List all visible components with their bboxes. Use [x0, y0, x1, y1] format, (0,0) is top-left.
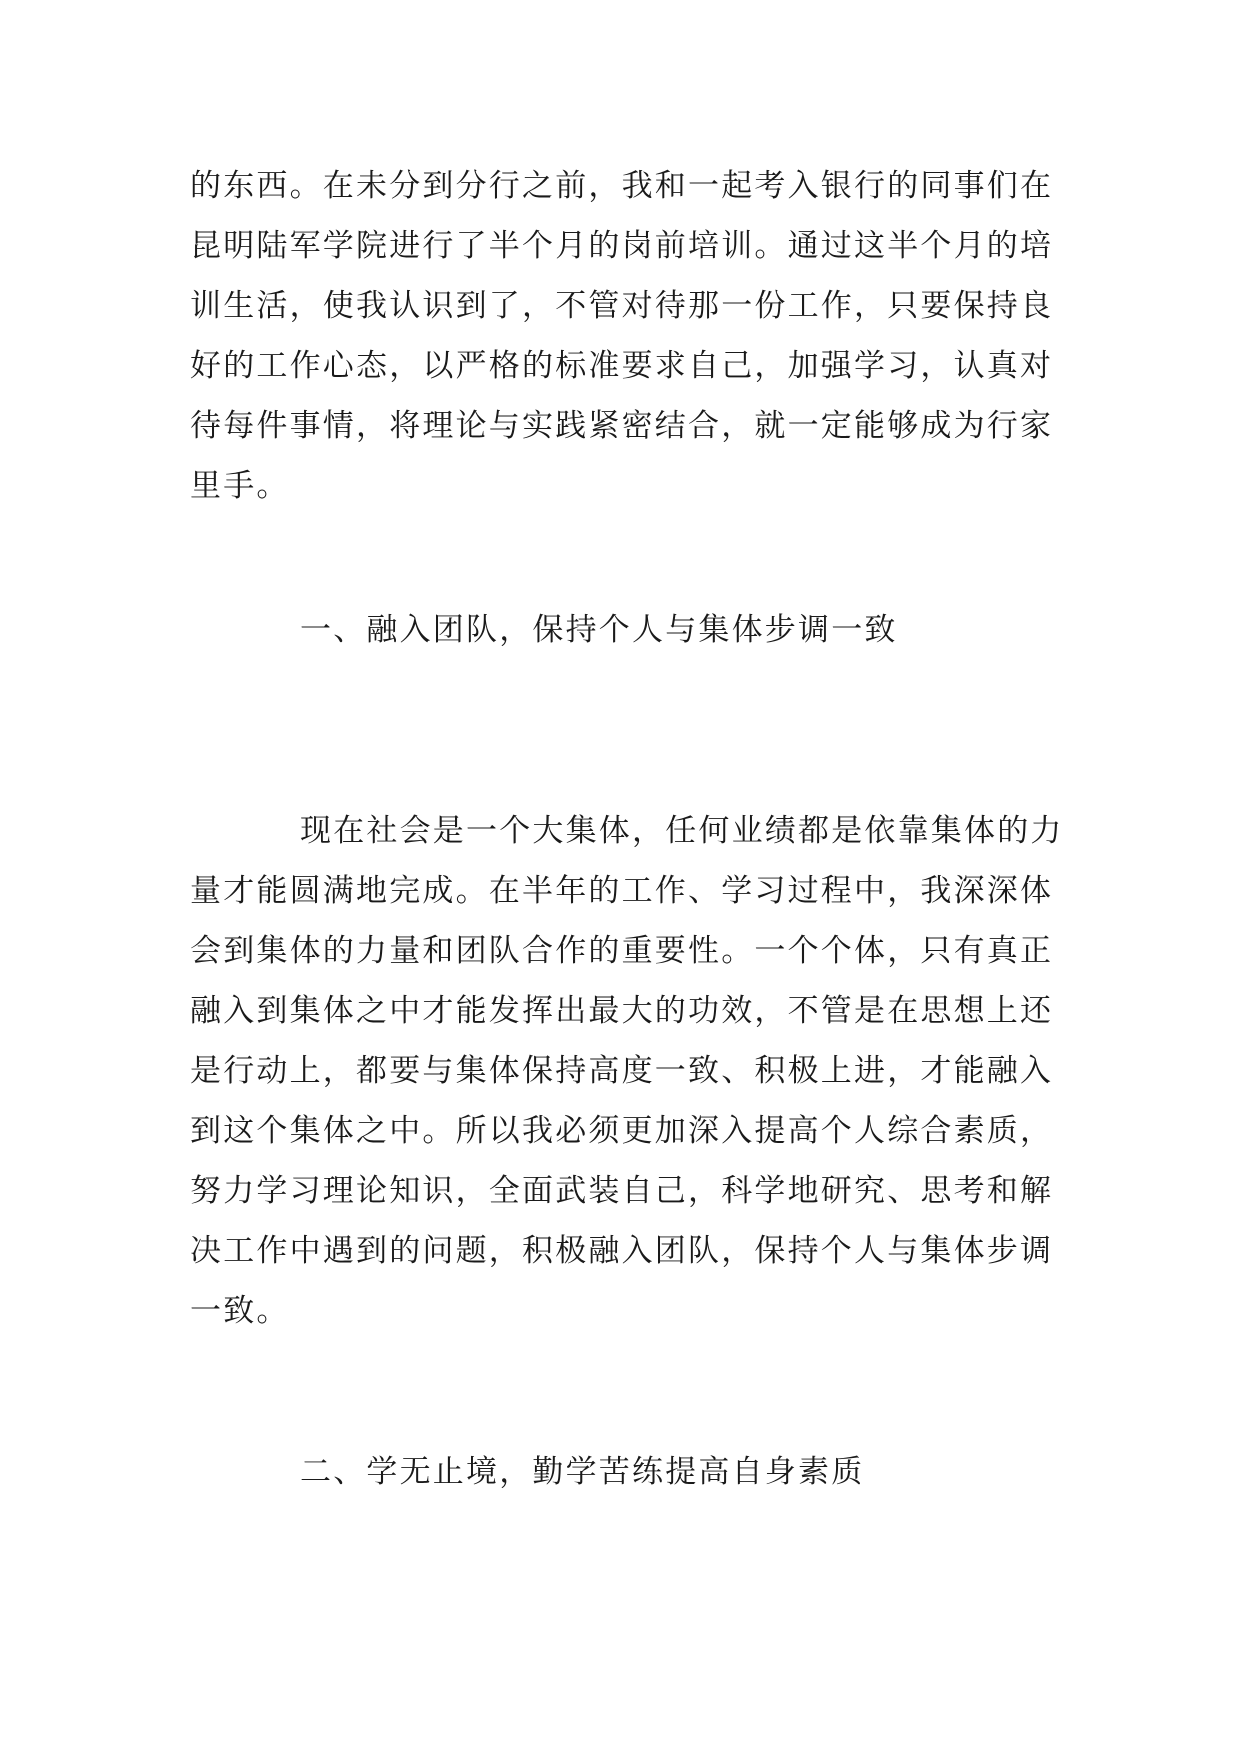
paragraph-line: 昆明陆军学院进行了半个月的岗前培训。通过这半个月的培: [190, 228, 1054, 264]
paragraph-line: 融入到集体之中才能发挥出最大的功效，不管是在思想上还: [190, 993, 1054, 1029]
paragraph-line: 决工作中遇到的问题，积极融入团队，保持个人与集体步调: [190, 1233, 1054, 1269]
paragraph-line: 现在社会是一个大集体，任何业绩都是依靠集体的力: [300, 813, 1064, 849]
paragraph-line: 到这个集体之中。所以我必须更加深入提高个人综合素质，: [190, 1113, 1054, 1149]
paragraph-line: 努力学习理论知识，全面武装自己，科学地研究、思考和解: [190, 1173, 1054, 1209]
paragraph-line: 里手。: [190, 468, 290, 504]
paragraph-line: 一致。: [190, 1293, 290, 1329]
paragraph-line: 是行动上，都要与集体保持高度一致、积极上进，才能融入: [190, 1053, 1054, 1089]
section-heading-2: [190, 1442, 1180, 1502]
paragraph-line: 会到集体的力量和团队合作的重要性。一个个体，只有真正: [190, 933, 1054, 969]
paragraph-line: 训生活，使我认识到了，不管对待那一份工作，只要保持良: [190, 288, 1054, 324]
paragraph-line: 量才能圆满地完成。在半年的工作、学习过程中，我深深体: [190, 873, 1054, 909]
section-heading-text: 一、融入团队，保持个人与集体步调一致: [300, 612, 898, 648]
paragraph-line: 的东西。在未分到分行之前，我和一起考入银行的同事们在: [190, 168, 1054, 204]
paragraph-team: [190, 801, 1070, 1341]
section-heading-1: [190, 600, 1180, 660]
paragraph-continuation: [190, 156, 1070, 516]
paragraph-line: 好的工作心态，以严格的标准要求自己，加强学习，认真对: [190, 348, 1054, 384]
paragraph-line: 待每件事情，将理论与实践紧密结合，就一定能够成为行家: [190, 408, 1054, 444]
section-heading-text: 二、学无止境，勤学苦练提高自身素质: [300, 1454, 865, 1490]
